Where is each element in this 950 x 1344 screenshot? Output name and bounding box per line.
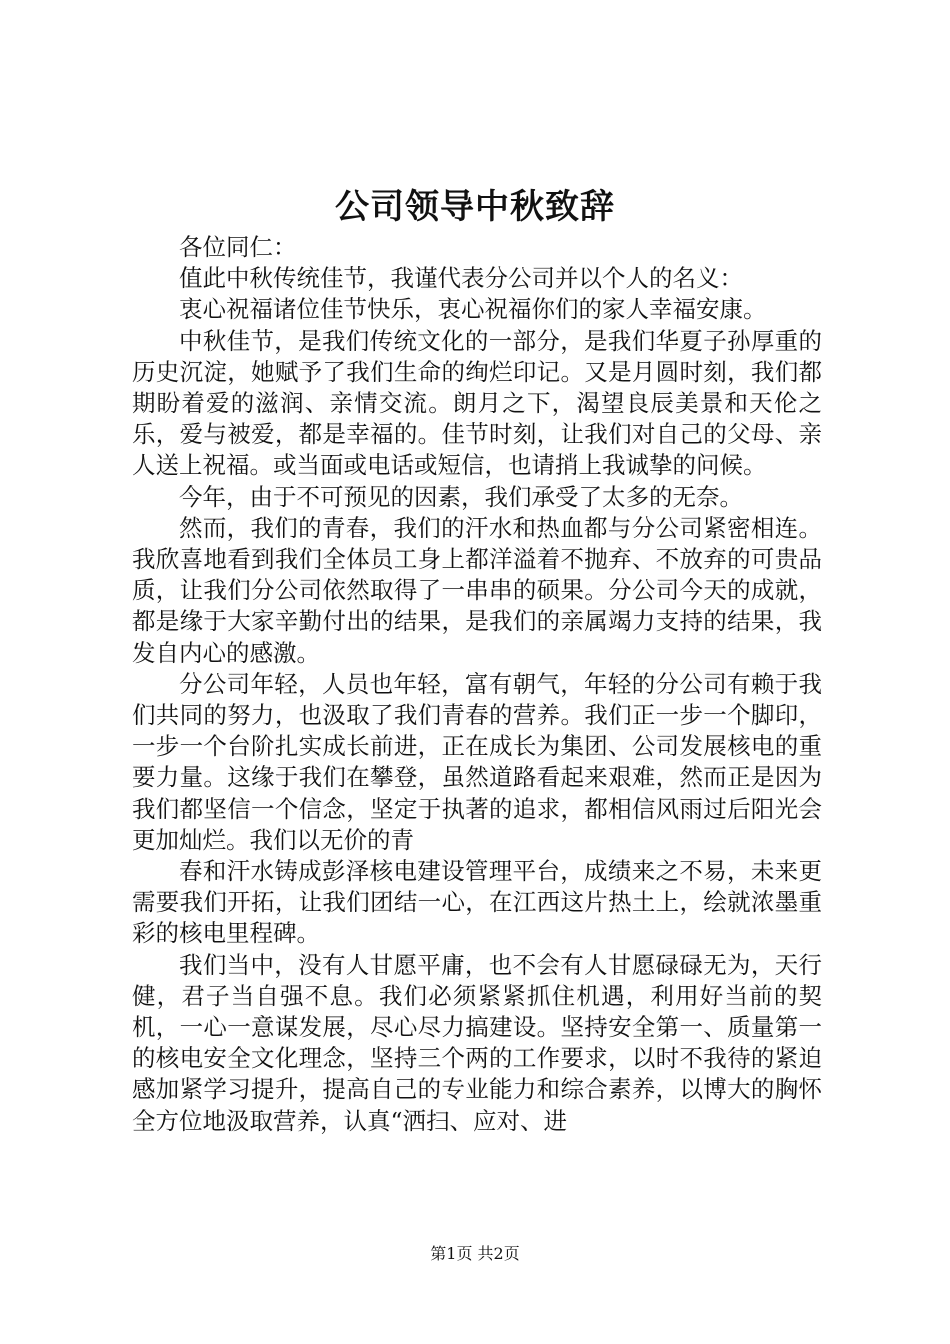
paragraph: 值此中秋传统佳节，我谨代表分公司并以个人的名义： [179, 264, 743, 293]
document-title: 公司领导中秋致辞 [335, 187, 615, 227]
page-number: 第1页 共2页 [430, 1244, 520, 1263]
paragraph: 春和汗水铸成彭泽核电建设管理平台，成绩来之不易，未来更需要我们开拓，让我们团结一心，在江西这片热土上，绘就浓墨重彩的核电里程碑。 [132, 857, 822, 948]
salutation: 各位同仁： [179, 233, 297, 261]
paragraph: 衷心祝福诸位佳节快乐，衷心祝福你们的家人幸福安康。 [179, 295, 767, 324]
paragraph: 中秋佳节，是我们传统文化的一部分，是我们华夏子孙厚重的历史沉淀，她赋予了我们生命的绚烂印记。又是月圆时刻，我们都期盼着爱的滋润、亲情交流。朗月之下，渴望良辰美景和天伦之乐，爱与被爱，都是幸福的。佳节时刻，让我们对自己的父母、亲人送上祝福。或当面或电话或短信，也请捎上我诚挚的问候。 [132, 326, 822, 480]
paragraph: 然而，我们的青春，我们的汗水和热血都与分公司紧密相连。我欣喜地看到我们全体员工身上都洋溢着不抛弃、不放弃的可贵品质，让我们分公司依然取得了一串串的硕果。分公司今天的成就，都是缘于大家辛勤付出的结果，是我们的亲属竭力支持的结果，我发自内心的感激。 [132, 513, 822, 667]
paragraph: 分公司年轻，人员也年轻，富有朝气，年轻的分公司有赖于我们共同的努力，也汲取了我们青春的营养。我们正一步一个脚印，一步一个台阶扎实成长前进，正在成长为集团、公司发展核电的重要力量。这缘于我们在攀登，虽然道路看起来艰难，然而正是因为我们都坚信一个信念，坚定于执著的追求，都相信风雨过后阳光会更加灿烂。我们以无价的青 [132, 669, 822, 854]
paragraph: 我们当中，没有人甘愿平庸，也不会有人甘愿碌碌无为，天行健，君子当自强不息。我们必须紧紧抓住机遇，利用好当前的契机，一心一意谋发展，尽心尽力搞建设。坚持安全第一、质量第一的核电安全文化理念，坚持三个两的工作要求，以时不我待的紧迫感加紧学习提升，提高自己的专业能力和综合素养，以博大的胸怀全方位地汲取营养，认真“洒扫、应对、进 [132, 950, 822, 1135]
document-body [132, 232, 822, 1137]
paragraph: 今年，由于不可预见的因素，我们承受了太多的无奈。 [179, 482, 743, 511]
